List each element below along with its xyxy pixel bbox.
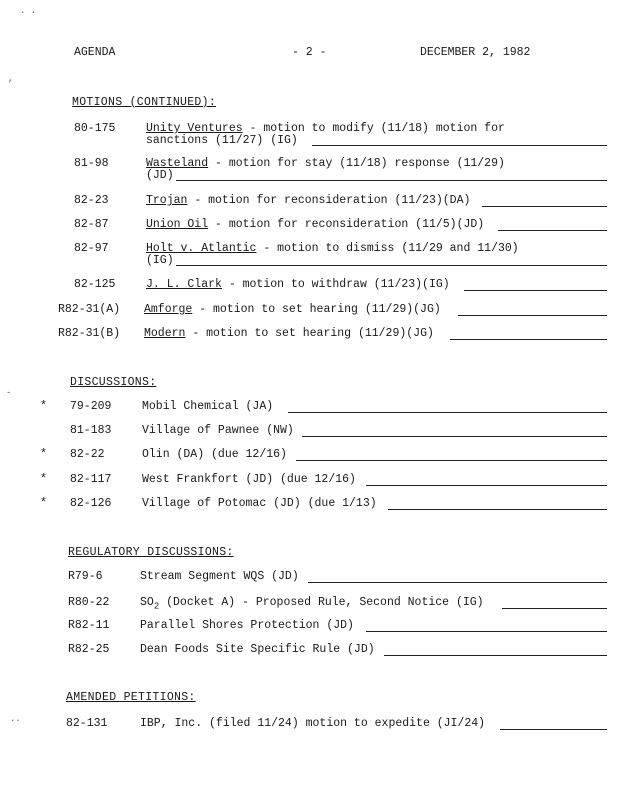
motion-description: - motion for reconsideration (11/5)(JD) <box>215 218 485 231</box>
docket-number: R82-31(A) <box>58 303 121 316</box>
motion-row-continued <box>0 169 618 185</box>
docket-number: 82-22 <box>70 448 105 461</box>
header-date: DECEMBER 2, 1982 <box>420 46 531 59</box>
motion-row <box>0 194 618 210</box>
case-name: J. L. Clark <box>146 278 222 291</box>
amended-row <box>0 717 618 733</box>
docket-number: 82-126 <box>70 497 112 510</box>
regulatory-description: Parallel Shores Protection (JD) <box>140 619 354 632</box>
docket-number: 82-131 <box>66 717 108 730</box>
page-number: - 2 - <box>292 46 327 59</box>
docket-number: R82-25 <box>68 643 110 656</box>
discussion-row <box>0 473 618 489</box>
docket-number: 79-209 <box>70 400 112 413</box>
motion-description: - motion to set hearing (11/29)(JG) <box>199 303 441 316</box>
signature-line <box>500 729 607 730</box>
discussion-description: Village of Pawnee (NW) <box>142 424 294 437</box>
scan-speck: - <box>6 388 12 398</box>
docket-number: 82-87 <box>74 218 109 231</box>
case-name: Modern <box>144 327 186 340</box>
motion-row <box>0 218 618 234</box>
signature-line <box>366 631 607 632</box>
motion-description-continued: (JD) <box>146 169 174 182</box>
signature-line <box>482 206 607 207</box>
docket-number: 82-23 <box>74 194 109 207</box>
motion-description: - motion for reconsideration (11/23)(DA) <box>194 194 471 207</box>
discussion-description: Mobil Chemical (JA) <box>142 400 274 413</box>
signature-line <box>498 230 607 231</box>
case-name: Unity Ventures <box>146 122 243 135</box>
signature-line <box>288 412 607 413</box>
docket-number: 80-175 <box>74 122 116 135</box>
regulatory-description-continued: (Docket A) - Proposed Rule, Second Notice (IG) <box>159 596 484 609</box>
motion-row-continued <box>0 134 618 150</box>
discussion-row <box>0 448 618 464</box>
subscript: 2 <box>153 601 160 612</box>
signature-line <box>296 460 607 461</box>
case-name: Holt v. Atlantic <box>146 242 257 255</box>
case-name: Wasteland <box>146 157 209 170</box>
case-name: Union Oil <box>146 218 209 231</box>
signature-line <box>464 290 607 291</box>
signature-line <box>176 265 607 266</box>
scan-speck: · · <box>20 8 37 18</box>
regulatory-description: SO <box>140 596 154 609</box>
signature-line <box>450 339 607 340</box>
discussion-row <box>0 497 618 513</box>
signature-line <box>384 655 607 656</box>
signature-line <box>366 485 607 486</box>
signature-line <box>302 436 607 437</box>
docket-number: 82-125 <box>74 278 116 291</box>
motion-description: - motion to modify (11/18) motion for <box>249 122 505 135</box>
discussion-description: Olin (DA) (due 12/16) <box>142 448 287 461</box>
regulatory-row <box>0 596 618 612</box>
case-name: Amforge <box>144 303 193 316</box>
priority-marker: * <box>40 497 47 510</box>
case-name: Trojan <box>146 194 188 207</box>
signature-line <box>176 180 607 181</box>
motion-description: - motion to set hearing (11/29)(JG) <box>192 327 434 340</box>
priority-marker: * <box>40 448 47 461</box>
regulatory-row <box>0 570 618 586</box>
regulatory-row <box>0 619 618 635</box>
signature-line <box>388 509 607 510</box>
header-left: AGENDA <box>74 46 116 59</box>
motion-description: - motion to dismiss (11/29 and 11/30) <box>263 242 519 255</box>
regulatory-row <box>0 643 618 659</box>
motion-description: - motion for stay (11/18) response (11/29) <box>215 157 505 170</box>
motion-description-continued: (IG) <box>146 254 174 267</box>
docket-number: R79-6 <box>68 570 103 583</box>
regulatory-description: Stream Segment WQS (JD) <box>140 570 299 583</box>
signature-line <box>308 582 607 583</box>
docket-number: R80-22 <box>68 596 110 609</box>
docket-number: R82-31(B) <box>58 327 121 340</box>
section-title-regulatory: REGULATORY DISCUSSIONS: <box>68 546 234 559</box>
priority-marker: * <box>40 473 47 486</box>
scan-speck: ·· <box>10 716 21 726</box>
motion-row-continued <box>0 254 618 270</box>
scan-speck: , <box>8 74 14 84</box>
signature-line <box>502 608 607 609</box>
docket-number: 81-98 <box>74 157 109 170</box>
section-title-discussions: DISCUSSIONS: <box>70 376 157 389</box>
discussion-row <box>0 424 618 440</box>
discussion-row <box>0 400 618 416</box>
motion-row <box>0 303 618 319</box>
section-title-motions: MOTIONS (CONTINUED): <box>72 96 217 109</box>
docket-number: 82-117 <box>70 473 112 486</box>
motion-description-continued: sanctions (11/27) (IG) <box>146 134 298 147</box>
priority-marker: * <box>40 400 47 413</box>
docket-number: R82-11 <box>68 619 110 632</box>
motion-description: - motion to withdraw (11/23)(IG) <box>228 278 450 291</box>
docket-number: 82-97 <box>74 242 109 255</box>
section-title-amended: AMENDED PETITIONS: <box>66 691 196 704</box>
signature-line <box>312 145 607 146</box>
discussion-description: West Frankfort (JD) (due 12/16) <box>142 473 356 486</box>
regulatory-description: Dean Foods Site Specific Rule (JD) <box>140 643 375 656</box>
amended-description: IBP, Inc. (filed 11/24) motion to expedite (JI/24) <box>140 717 486 730</box>
signature-line <box>458 315 607 316</box>
docket-number: 81-183 <box>70 424 112 437</box>
motion-row <box>0 278 618 294</box>
motion-row <box>0 327 618 343</box>
discussion-description: Village of Potomac (JD) (due 1/13) <box>142 497 377 510</box>
